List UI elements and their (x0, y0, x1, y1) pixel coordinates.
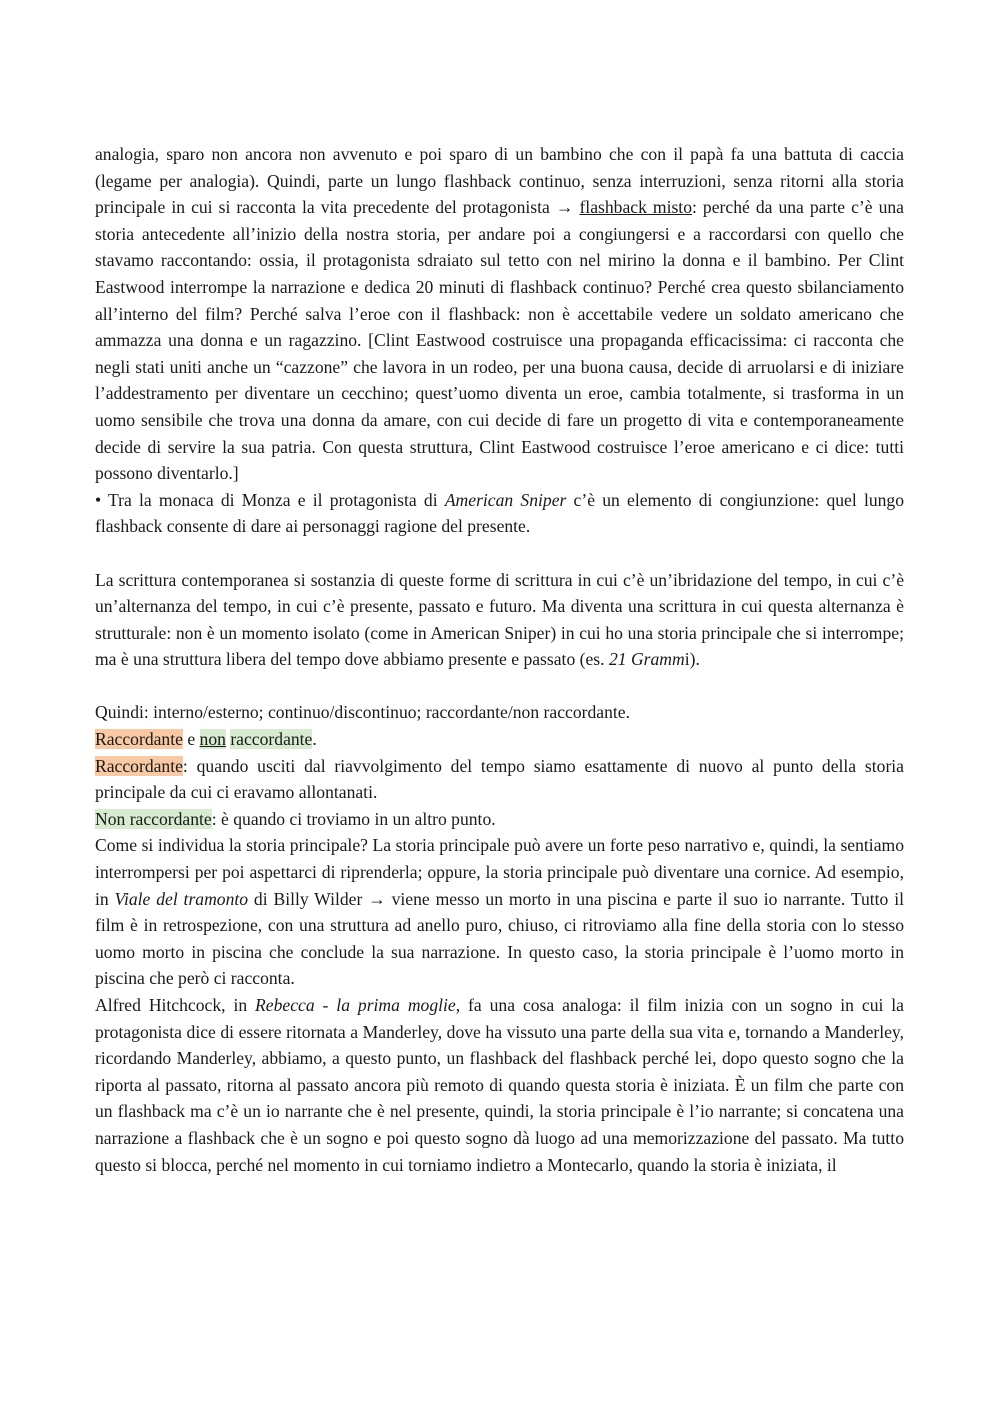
highlight-orange-term: Raccordante (95, 755, 183, 776)
paragraph-non-raccordante-definition (95, 806, 904, 833)
text: : è quando ci troviamo in un altro punto. (211, 808, 496, 829)
text: e (182, 729, 200, 750)
film-title: Rebecca - la prima moglie (255, 995, 456, 1015)
text: La scrittura contemporanea si sostanzia di queste forme di scrittura in cui c’è un’ibridazione del tempo, in cui c’è un’alternanza del tempo, in cui c’è presente, passato e futuro. Ma diventa una scrittura in cui questa alternanza è strutturale: non è un momento isolato (come in American Sniper) in cui ho una storia principale che si interrompe; ma è una struttura libera del tempo dove abbiamo presente e passato (es. (95, 569, 904, 670)
paragraph-quindi-summary: Quindi: interno/esterno; continuo/discontinuo; raccordante/non raccordante. (95, 702, 630, 723)
film-title: American Sniper (444, 489, 567, 510)
text: di Billy Wilder → viene messo un morto in una piscina e parte il suo io narrante. Tutto il film è in retrospezione, con una struttura ad anello puro, chiuso, ci ritroviamo alla fine della storia con lo stesso uomo morto in piscina che conclude la sua narrazione. In questo caso, la storia principale è l’uomo morto in piscina che però ci racconta. (95, 888, 904, 989)
text: • Tra la monaca di Monza e il protagonista di (95, 489, 445, 510)
paragraph-scrittura-contemporanea (95, 567, 904, 673)
paragraph-storia-principale (95, 832, 904, 992)
underlined-term-flashback-misto: flashback misto (579, 197, 692, 218)
paragraph-spacer (95, 540, 904, 567)
text: Come si individua la storia principale? La storia principale può avere un forte peso narrativo e, quindi, la sentiamo interrompersi per poi aspettarci di riprenderla; oppure, la storia principale può diventare una cornice. Ad esempio, in (95, 835, 904, 909)
highlight-green-term: non (199, 729, 226, 750)
text: : perché da una parte c’è una storia antecedente all’inizio della nostra storia, per andare poi a congiungersi e a raccordarsi con quello che stavamo raccontando: ossia, il protagonista sdraiato sul tetto con nel mirino la donna e il bambino. Per Clint Eastwood interrompe la narrazione e dedica 20 minuti di flashback continuo? Perché crea questo sbilanciamento all’interno del film? Perché salva l’eroe con il flashback: non è accettabile vedere un soldato americano che ammazza una donna e un ragazzino. [Clint Eastwood costruisce una propaganda efficacissima: ci racconta che negli stati uniti anche un “cazzone” che lavora in un rodeo, per una buona causa, decide di arruolarsi e di iniziare l’addestramento per diventare un cecchino; quest’uomo diventa un eroe, cambia totalmente, si trasforma in un uomo sensibile che trova una donna da amare, con cui decide di fare un progetto di vita e contemporaneamente decide di servire la sua patria. Con questa struttura, Clint Eastwood costruisce l’eroe americano e ci dice: tutti possono diventarlo.] (95, 197, 904, 484)
highlight-green-term: Non raccordante (95, 808, 212, 829)
film-title: 21 Gramm (608, 649, 685, 670)
film-title: Viale del tramonto (114, 888, 249, 909)
paragraph-raccordante-definition (95, 753, 904, 806)
text: , fa una cosa analoga: il film inizia con un sogno in cui la protagonista dice di essere ritornata a Manderley, dove ha vissuto una parte della sua vita e, tornando a Manderley, ricordando Manderley, abbiamo, a questo punto, un flashback del flashback perché lei, dopo questo sogno che la riporta al passato, ritorna al passato ancora più remoto di quando questa storia è iniziata. È un film che parte con un flashback ma c’è un io narrante che è nel presente, quindi, la storia principale è l’io narrante; si concatena una narrazione a flashback che è un sogno e poi questo sogno dà luogo ad una memorizzazione del passato. Ma tutto questo si blocca, perché nel momento in cui torniamo indietro a Montecarlo, quando la storia è iniziata, il (95, 995, 904, 1175)
text: i). (684, 649, 700, 670)
text: c’è un elemento di congiunzione: quel lungo flashback consente di dare ai personaggi ragione del presente. (95, 489, 905, 537)
text: Alfred Hitchcock, in (95, 995, 256, 1015)
paragraph-spacer (95, 673, 904, 700)
paragraph-american-sniper-flashback (95, 141, 904, 487)
paragraph-bullet-congiunzione (95, 487, 904, 540)
paragraph-raccordante-heading (95, 726, 904, 753)
highlight-green-term: raccordante (230, 729, 313, 750)
text: : quando usciti dal riavvolgimento del tempo siamo esattamente di nuovo al punto della storia principale da cui ci eravamo allontanati. (95, 755, 904, 803)
paragraph-hitchcock-rebecca (95, 992, 904, 1178)
text: . (312, 729, 317, 750)
highlight-orange-term: Raccordante (95, 729, 183, 750)
text: analogia, sparo non ancora non avvenuto e poi sparo di un bambino che con il papà fa una battuta di caccia (legame per analogia). Quindi, parte un lungo flashback continuo, senza interruzioni, senza ritorni alla storia principale in cui si racconta la vita precedente del protagonista → (95, 144, 904, 218)
